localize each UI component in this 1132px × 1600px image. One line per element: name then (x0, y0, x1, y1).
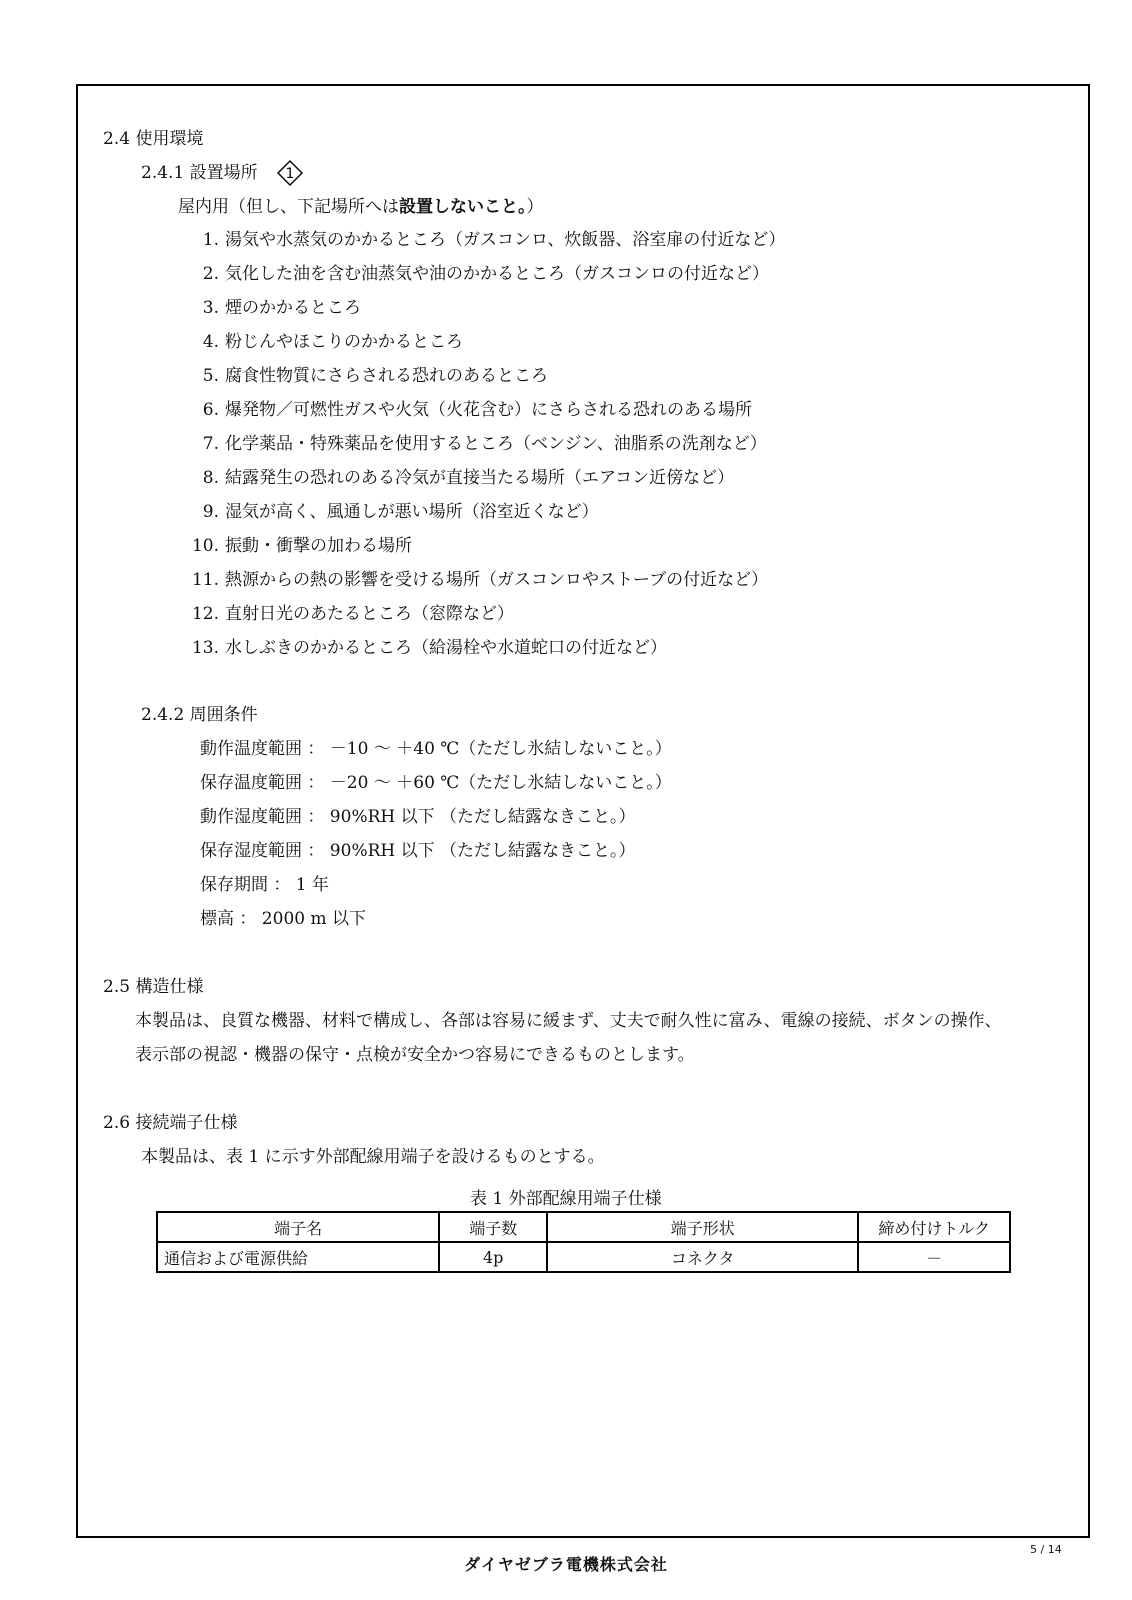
item-number: 5. (202, 366, 219, 386)
item-text: 化学薬品・特殊薬品を使用するところ（ベンジン、油脂系の洗剤など） (225, 434, 767, 454)
list-item (185, 263, 769, 285)
item-number: 7. (202, 434, 219, 454)
table-cell: 4p (439, 1242, 547, 1272)
table-header-cell: 端子名 (157, 1212, 439, 1242)
list-item (185, 603, 514, 625)
list-item (185, 535, 412, 557)
table-header-cell: 締め付けトルク (858, 1212, 1010, 1242)
condition-line: 標高 ： 2000 m 以下 (200, 909, 366, 929)
list-item (185, 569, 768, 591)
list-item (185, 501, 599, 523)
item-number: 10. (191, 536, 219, 556)
item-text: 直射日光のあたるところ（窓際など） (225, 604, 514, 624)
item-text: 爆発物／可燃性ガスや火気（火花含む）にさらされる恐れのある場所 (225, 400, 752, 420)
item-number: 9. (202, 502, 219, 522)
intro-suffix: ） (526, 197, 544, 217)
item-number: 2. (202, 264, 219, 284)
condition-line: 保存期間 ： 1 年 (200, 875, 330, 895)
list-item (185, 365, 548, 387)
list-item (185, 229, 785, 251)
item-text: 水しぶきのかかるところ（給湯栓や水道蛇口の付近など） (225, 638, 667, 658)
section-2-4-1-title: 2.4.1 設置場所 (141, 163, 258, 183)
section-2-4-title: 2.4 使用環境 (103, 129, 204, 149)
condition-line: 保存温度範囲 ： －20 ～ ＋60 ℃（ただし氷結しないこと。） (200, 773, 672, 793)
item-text: 気化した油を含む油蒸気や油のかかるところ（ガスコンロの付近など） (225, 264, 769, 284)
footer-company-name: ダイヤゼブラ電機株式会社 (464, 1555, 668, 1574)
list-item (185, 297, 361, 319)
section-2-4-2-title: 2.4.2 周囲条件 (141, 705, 258, 725)
item-text: 熱源からの熱の影響を受ける場所（ガスコンロやストーブの付近など） (225, 570, 769, 590)
item-number: 8. (202, 468, 219, 488)
condition-line: 動作湿度範囲 ： 90%RH 以下 （ただし結露なきこと。） (200, 807, 636, 827)
table-cell: コネクタ (547, 1242, 858, 1272)
item-text: 煙のかかるところ (225, 298, 361, 318)
table-header-row (157, 1212, 1010, 1242)
list-item (185, 331, 463, 353)
section-2-5-title: 2.5 構造仕様 (103, 977, 204, 997)
item-text: 結露発生の恐れのある冷気が直接当たる場所（エアコン近傍など） (225, 468, 735, 488)
condition-line: 保存湿度範囲 ： 90%RH 以下 （ただし結露なきこと。） (200, 841, 636, 861)
list-item (185, 637, 667, 659)
structure-text-line: 表示部の視認・機器の保守・点検が安全かつ容易にできるものとします。 (135, 1045, 695, 1065)
table-cell: － (858, 1242, 1010, 1272)
list-item (185, 399, 752, 421)
item-number: 3. (202, 298, 219, 318)
table-header-cell: 端子形状 (547, 1212, 858, 1242)
item-text: 腐食性物質にさらされる恐れのあるところ (225, 366, 548, 386)
table-header-cell: 端子数 (439, 1212, 547, 1242)
item-number: 6. (202, 400, 219, 420)
item-text: 粉じんやほこりのかかるところ (225, 332, 463, 352)
item-number: 1. (202, 230, 219, 250)
condition-line: 動作温度範囲 ： －10 ～ ＋40 ℃（ただし氷結しないこと。） (200, 739, 672, 759)
item-text: 湿気が高く、風通しが悪い場所（浴室近くなど） (225, 502, 599, 522)
table-row (157, 1242, 1010, 1272)
list-item (185, 467, 734, 489)
intro-bold: 設置しないこと。 (399, 197, 527, 217)
item-number: 11. (191, 570, 219, 590)
terminal-intro: 本製品は、表 1 に示す外部配線用端子を設けるものとする。 (141, 1147, 605, 1167)
terminal-table (156, 1211, 1011, 1273)
item-text: 湯気や水蒸気のかかるところ（ガスコンロ、炊飯器、浴室扉の付近など） (225, 230, 786, 250)
item-number: 13. (191, 638, 219, 658)
structure-text-line: 本製品は、良質な機器、材料で構成し、各部は容易に緩まず、丈夫で耐久性に富み、電線の接続、ボタンの操作、 (135, 1011, 1002, 1031)
item-number: 12. (191, 604, 219, 624)
intro-prefix: 屋内用（但し、下記場所へは (178, 197, 399, 217)
installation-intro (178, 196, 544, 218)
list-item (185, 433, 767, 455)
table-cell: 通信および電源供給 (157, 1242, 439, 1272)
section-2-6-title: 2.6 接続端子仕様 (103, 1113, 238, 1133)
page-number: 5 / 14 (1030, 1543, 1062, 1556)
revision-mark-icon (277, 160, 303, 186)
table-caption: 表 1 外部配線用端子仕様 (470, 1189, 662, 1209)
revision-mark-label: 1 (285, 166, 295, 182)
item-text: 振動・衝撃の加わる場所 (225, 536, 412, 556)
item-number: 4. (202, 332, 219, 352)
